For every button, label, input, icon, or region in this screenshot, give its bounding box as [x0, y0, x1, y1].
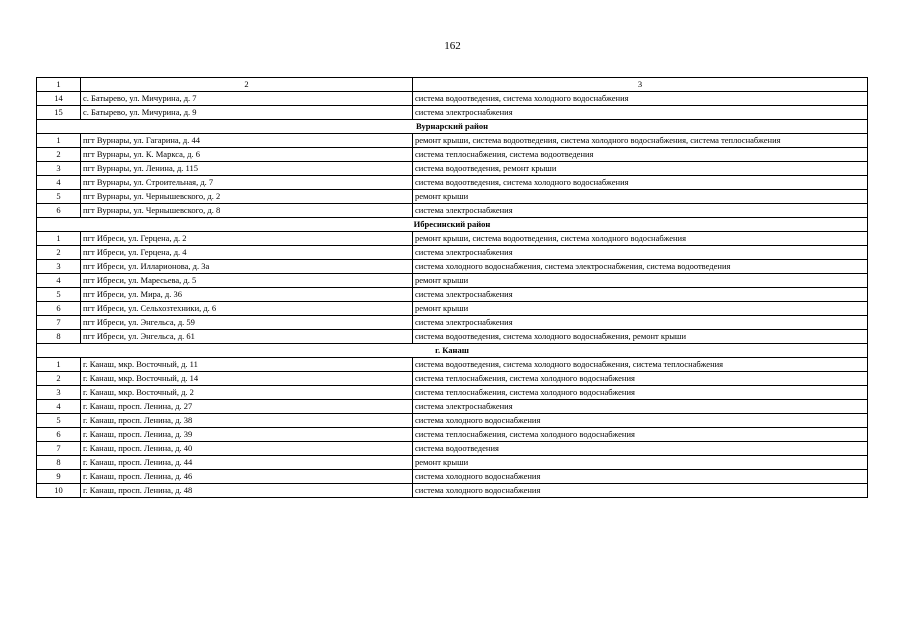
address-cell: г. Канаш, просп. Ленина, д. 44 — [81, 456, 413, 470]
table-row — [37, 302, 868, 316]
row-number-cell: 2 — [37, 246, 81, 260]
table-row — [37, 316, 868, 330]
address-cell: пгт Ибреси, ул. Сельхозтехники, д. 6 — [81, 302, 413, 316]
table-row — [37, 92, 868, 106]
row-number-cell: 8 — [37, 456, 81, 470]
row-number-cell: 6 — [37, 204, 81, 218]
works-cell: ремонт крыши — [413, 190, 868, 204]
address-cell: пгт Ибреси, ул. Илларионова, д. 3а — [81, 260, 413, 274]
works-cell: система теплоснабжения, система холодного водоснабжения — [413, 386, 868, 400]
section-row — [37, 344, 868, 358]
row-number-cell: 7 — [37, 442, 81, 456]
row-number-cell: 9 — [37, 470, 81, 484]
works-cell: система теплоснабжения, система водоотведения — [413, 148, 868, 162]
address-cell: г. Канаш, просп. Ленина, д. 38 — [81, 414, 413, 428]
row-number-cell: 1 — [37, 358, 81, 372]
works-cell: система электроснабжения — [413, 288, 868, 302]
works-cell: система холодного водоснабжения — [413, 484, 868, 498]
address-cell: пгт Вурнары, ул. Ленина, д. 115 — [81, 162, 413, 176]
address-cell: г. Канаш, мкр. Восточный, д. 14 — [81, 372, 413, 386]
works-cell: система водоотведения — [413, 442, 868, 456]
address-cell: пгт Вурнары, ул. Строительная, д. 7 — [81, 176, 413, 190]
address-cell: пгт Ибреси, ул. Герцена, д. 2 — [81, 232, 413, 246]
table-row — [37, 442, 868, 456]
row-number-cell: 4 — [37, 274, 81, 288]
row-number-cell: 5 — [37, 190, 81, 204]
table-row — [37, 330, 868, 344]
row-number-cell: 2 — [37, 372, 81, 386]
section-title: г. Канаш — [37, 344, 868, 358]
table-row — [37, 428, 868, 442]
works-cell: ремонт крыши — [413, 302, 868, 316]
works-table — [36, 77, 868, 498]
address-cell: г. Канаш, просп. Ленина, д. 46 — [81, 470, 413, 484]
table-row — [37, 134, 868, 148]
works-cell: ремонт крыши — [413, 274, 868, 288]
table-row — [37, 232, 868, 246]
column-number-2: 2 — [81, 78, 413, 92]
table-row — [37, 246, 868, 260]
works-cell: система водоотведения, система холодного водоснабжения, система теплоснабжения — [413, 358, 868, 372]
address-cell: г. Канаш, просп. Ленина, д. 40 — [81, 442, 413, 456]
address-cell: г. Канаш, просп. Ленина, д. 48 — [81, 484, 413, 498]
table-row — [37, 204, 868, 218]
address-cell: г. Канаш, мкр. Восточный, д. 2 — [81, 386, 413, 400]
table-row — [37, 274, 868, 288]
works-cell: система теплоснабжения, система холодного водоснабжения — [413, 372, 868, 386]
table-row — [37, 190, 868, 204]
table-row — [37, 484, 868, 498]
row-number-cell: 1 — [37, 232, 81, 246]
row-number-cell: 4 — [37, 176, 81, 190]
table-row — [37, 260, 868, 274]
works-cell: система холодного водоснабжения — [413, 470, 868, 484]
address-cell: пгт Вурнары, ул. Чернышевского, д. 8 — [81, 204, 413, 218]
address-cell: пгт Вурнары, ул. К. Маркса, д. 6 — [81, 148, 413, 162]
row-number-cell: 10 — [37, 484, 81, 498]
table-row — [37, 456, 868, 470]
table-row — [37, 470, 868, 484]
works-cell: система электроснабжения — [413, 204, 868, 218]
table-body — [37, 78, 868, 498]
section-row — [37, 218, 868, 232]
table-row — [37, 358, 868, 372]
address-cell: г. Канаш, просп. Ленина, д. 27 — [81, 400, 413, 414]
works-cell: система теплоснабжения, система холодного водоснабжения — [413, 428, 868, 442]
row-number-cell: 3 — [37, 386, 81, 400]
section-title: Ибресинский район — [37, 218, 868, 232]
row-number-cell: 4 — [37, 400, 81, 414]
row-number-cell: 6 — [37, 302, 81, 316]
works-cell: система водоотведения, система холодного водоснабжения, ремонт крыши — [413, 330, 868, 344]
works-cell: система электроснабжения — [413, 106, 868, 120]
address-cell: пгт Вурнары, ул. Гагарина, д. 44 — [81, 134, 413, 148]
row-number-cell: 15 — [37, 106, 81, 120]
row-number-cell: 1 — [37, 134, 81, 148]
table-row — [37, 288, 868, 302]
works-cell: ремонт крыши, система водоотведения, система холодного водоснабжения, система теплоснабжения — [413, 134, 868, 148]
row-number-cell: 7 — [37, 316, 81, 330]
address-cell: г. Канаш, просп. Ленина, д. 39 — [81, 428, 413, 442]
works-cell: ремонт крыши, система водоотведения, система холодного водоснабжения — [413, 232, 868, 246]
table-row — [37, 176, 868, 190]
row-number-cell: 5 — [37, 414, 81, 428]
table-row — [37, 106, 868, 120]
works-cell: система водоотведения, система холодного водоснабжения — [413, 92, 868, 106]
table-row — [37, 414, 868, 428]
address-cell: с. Батырево, ул. Мичурина, д. 9 — [81, 106, 413, 120]
address-cell: пгт Ибреси, ул. Энгельса, д. 59 — [81, 316, 413, 330]
row-number-cell: 3 — [37, 162, 81, 176]
address-cell: пгт Ибреси, ул. Маресьева, д. 5 — [81, 274, 413, 288]
works-cell: система электроснабжения — [413, 246, 868, 260]
address-cell: пгт Вурнары, ул. Чернышевского, д. 2 — [81, 190, 413, 204]
table-row — [37, 162, 868, 176]
table-row — [37, 148, 868, 162]
row-number-cell: 8 — [37, 330, 81, 344]
page-number: 162 — [444, 40, 461, 52]
row-number-cell: 6 — [37, 428, 81, 442]
row-number-cell: 3 — [37, 260, 81, 274]
works-cell: система электроснабжения — [413, 316, 868, 330]
works-cell: система водоотведения, ремонт крыши — [413, 162, 868, 176]
address-cell: пгт Ибреси, ул. Герцена, д. 4 — [81, 246, 413, 260]
address-cell: г. Канаш, мкр. Восточный, д. 11 — [81, 358, 413, 372]
row-number-cell: 14 — [37, 92, 81, 106]
row-number-cell: 2 — [37, 148, 81, 162]
table-row — [37, 372, 868, 386]
address-cell: пгт Ибреси, ул. Энгельса, д. 61 — [81, 330, 413, 344]
address-cell: пгт Ибреси, ул. Мира, д. 36 — [81, 288, 413, 302]
section-title: Вурнарский район — [37, 120, 868, 134]
works-cell: система холодного водоснабжения — [413, 414, 868, 428]
address-cell: с. Батырево, ул. Мичурина, д. 7 — [81, 92, 413, 106]
table-row — [37, 386, 868, 400]
table-row — [37, 400, 868, 414]
works-cell: система водоотведения, система холодного водоснабжения — [413, 176, 868, 190]
column-number-row — [37, 78, 868, 92]
column-number-1: 1 — [37, 78, 81, 92]
works-cell: система электроснабжения — [413, 400, 868, 414]
column-number-3: 3 — [413, 78, 868, 92]
section-row — [37, 120, 868, 134]
works-cell: система холодного водоснабжения, система электроснабжения, система водоотведения — [413, 260, 868, 274]
works-cell: ремонт крыши — [413, 456, 868, 470]
row-number-cell: 5 — [37, 288, 81, 302]
